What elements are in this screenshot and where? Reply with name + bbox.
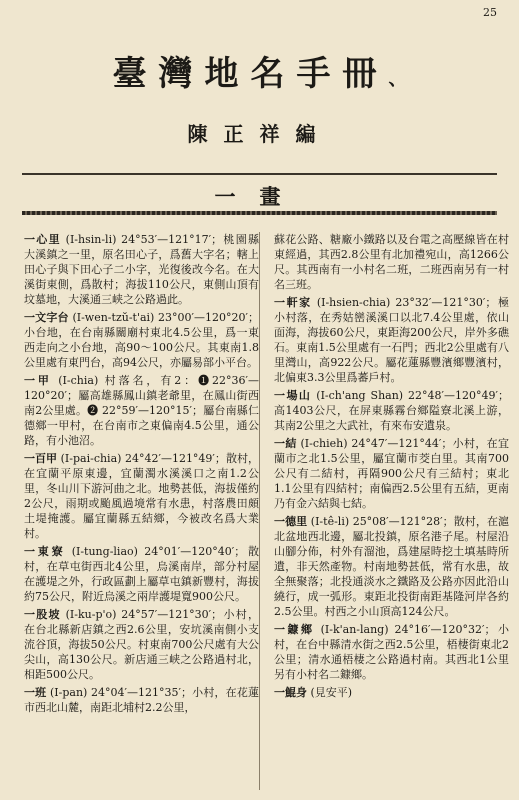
entry-text: (I-tung-liao) 24°01′—120°40′；散村，在草屯街西北4公里，烏溪南岸，部分村屋在護堤之外，行政區劃上屬草屯鎮新豐村，海拔約75公尺，附近烏溪之兩岸護堤寬900公尺。	[24, 545, 259, 603]
entry-headword: 一百甲	[24, 452, 58, 465]
section-heading: 一畫	[214, 184, 305, 209]
entry-text: (見安平)	[310, 686, 353, 699]
gazetteer-entry	[24, 232, 259, 307]
gazetteer-entry	[24, 451, 259, 541]
entry-headword: 一鯤身	[274, 686, 307, 699]
entry-text: (I-ku-p'o) 24°57′—121°30′；小村，在台北縣新店鎮之西2.6公里，安坑溪南側小支流谷頂，海拔50公尺。村東南700公尺處有大公尖山，高130公尺。新店通三峡之公路過村北，相距500公尺。	[24, 608, 260, 681]
gazetteer-entry	[24, 373, 259, 448]
entry-text: (I-k'an-lang) 24°16′—120°32′；小村，在台中縣清水街之西2.5公里，梧棲街東北2公里；清水通梧棲之公路過村南。其西北1公里另有小村名二鏮鄉。	[274, 623, 510, 681]
gazetteer-entry	[274, 436, 509, 511]
entry-text: (I-chieh) 24°47′—121°44′；小村，在宜蘭市之北1.5公里，屬宜蘭市茭白里。其南700公尺有二結村，再隔900公尺有三結村；東北1.1公里有四結村；南偏西2.5公里有五結，更南乃有金六結與七結。	[274, 437, 510, 510]
gazetteer-entry	[274, 685, 509, 700]
entry-text: (I-tê-li) 25°08′—121°28′；散村，在滬北盆地西北邊，屬北投鎮，原名港子尾。村屋沿山腳分佈，村外有溜池，爲建屋時挖土填基時所遺，非天然產物。村南地勢甚低，常有水患，故全無聚落；北投通淡水之鐵路及公路亦因此沿山繞行，成一弧形。東距北投街南距基隆河岸各約2.5公里。村西之小山頂高124公尺。	[274, 515, 510, 618]
entry-text: (I-ch'ang Shan) 22°48′—120°49′；高1403公尺，在屏東縣霧台鄉隘寮北溪上游，其南2公里之大武社，有來布安遺泉。	[274, 389, 510, 432]
entry-headword: 一軒家	[274, 296, 312, 309]
section-rule-top	[22, 173, 497, 175]
book-title-text: 臺灣地名手冊	[112, 54, 389, 94]
gazetteer-entry	[24, 310, 259, 370]
entry-text: (I-chia) 村落名，有2：❶22°36′—120°20′；屬高雄縣鳳山鎮老爺里，在鳳山街西南2公里處。❷ 22°59′—120°15′；屬台南縣仁德鄉一甲村，在台南市之東偏南4.5公里，通公路，有小池沼。	[24, 374, 260, 447]
entry-headword: 一東寮	[24, 545, 66, 558]
book-title	[0, 46, 519, 95]
entry-text: (I-pai-chia) 24°42′—121°49′；散村，在宜蘭平原東邊，宜蘭濁水溪溪口之南1.2公里，冬山川下游河曲之北。地勢甚低，海拔僅約2公尺，雨期或颱風過境常有水患，村落農田頗土堤掩護。屬宜蘭縣五結鄉，今被改名爲大業村。	[24, 452, 260, 540]
gazetteer-entry	[274, 622, 509, 682]
gazetteer-entry-continued	[274, 232, 509, 292]
entry-text: 蘇花公路、糖廠小鐵路以及台電之高壓線皆在村東經過，其西2.8公里有北加禮宛山，高1266公尺。其西南有一小村名二班，二班西南另有一村名三班。	[274, 233, 509, 291]
entry-headword: 一文字台	[24, 311, 69, 324]
title-mark: 、	[388, 69, 407, 90]
author-line: 陳正祥編	[187, 122, 332, 146]
entry-text: (I-pan) 24°04′—121°35′；小村，在花蓮市西北山麓，南距北埔村2.2公里，	[24, 686, 260, 714]
gazetteer-entry	[24, 685, 259, 715]
entry-headword: 一結	[274, 437, 297, 450]
entry-headword: 一德里	[274, 515, 308, 528]
entry-text: (I-wen-tzŭ-t'ai) 23°00′—120°20′；小台地，在台南縣關廟村東北4.5公里，爲一東西走向之小台地，高90～100公尺。其東南1.8公里處有東門台，高94公尺，亦屬易部小平台。	[24, 311, 260, 369]
gazetteer-entry	[24, 607, 259, 682]
column-divider	[259, 232, 260, 790]
entry-headword: 一場山	[274, 389, 312, 402]
gazetteer-entry	[274, 388, 509, 433]
entry-text: (I-hsin-li) 24°53′—121°17′；桃園縣大溪鎮之一里，原名田心子，爲舊大字名；轄上田心子與下田心子二小字，光復後改今名。在大溪街東側，爲散村；海拔110公尺，東側山頂有坟墓地，大溪通三峡之公路過此。	[24, 233, 260, 306]
entry-headword: 一心里	[24, 233, 61, 246]
right-column	[274, 232, 509, 703]
entry-headword: 一股坡	[24, 608, 61, 621]
gazetteer-entry	[274, 295, 509, 385]
section-header	[22, 173, 497, 213]
gazetteer-entry	[24, 544, 259, 604]
entry-headword: 一甲	[24, 374, 52, 387]
entry-headword: 一班	[24, 686, 47, 699]
section-rule-bottom	[22, 211, 497, 215]
left-column	[24, 232, 259, 718]
gazetteer-entry	[274, 514, 509, 619]
page-number: 25	[483, 6, 497, 19]
entry-headword: 一鏮鄉	[274, 623, 315, 636]
entry-text: (I-hsien-chia) 23°32′—121°30′；極小村落，在秀姑巒溪溪口以北7.4公里處，依山面海，海拔60公尺，東距海200公尺，岸外多礁石。東南1.5公里處有一石門；西北2公里處有八里灣山，高922公尺。屬花蓮縣豐濱鄉豐濱村，北偏東3.3公里爲蕃戶村。	[274, 296, 509, 384]
